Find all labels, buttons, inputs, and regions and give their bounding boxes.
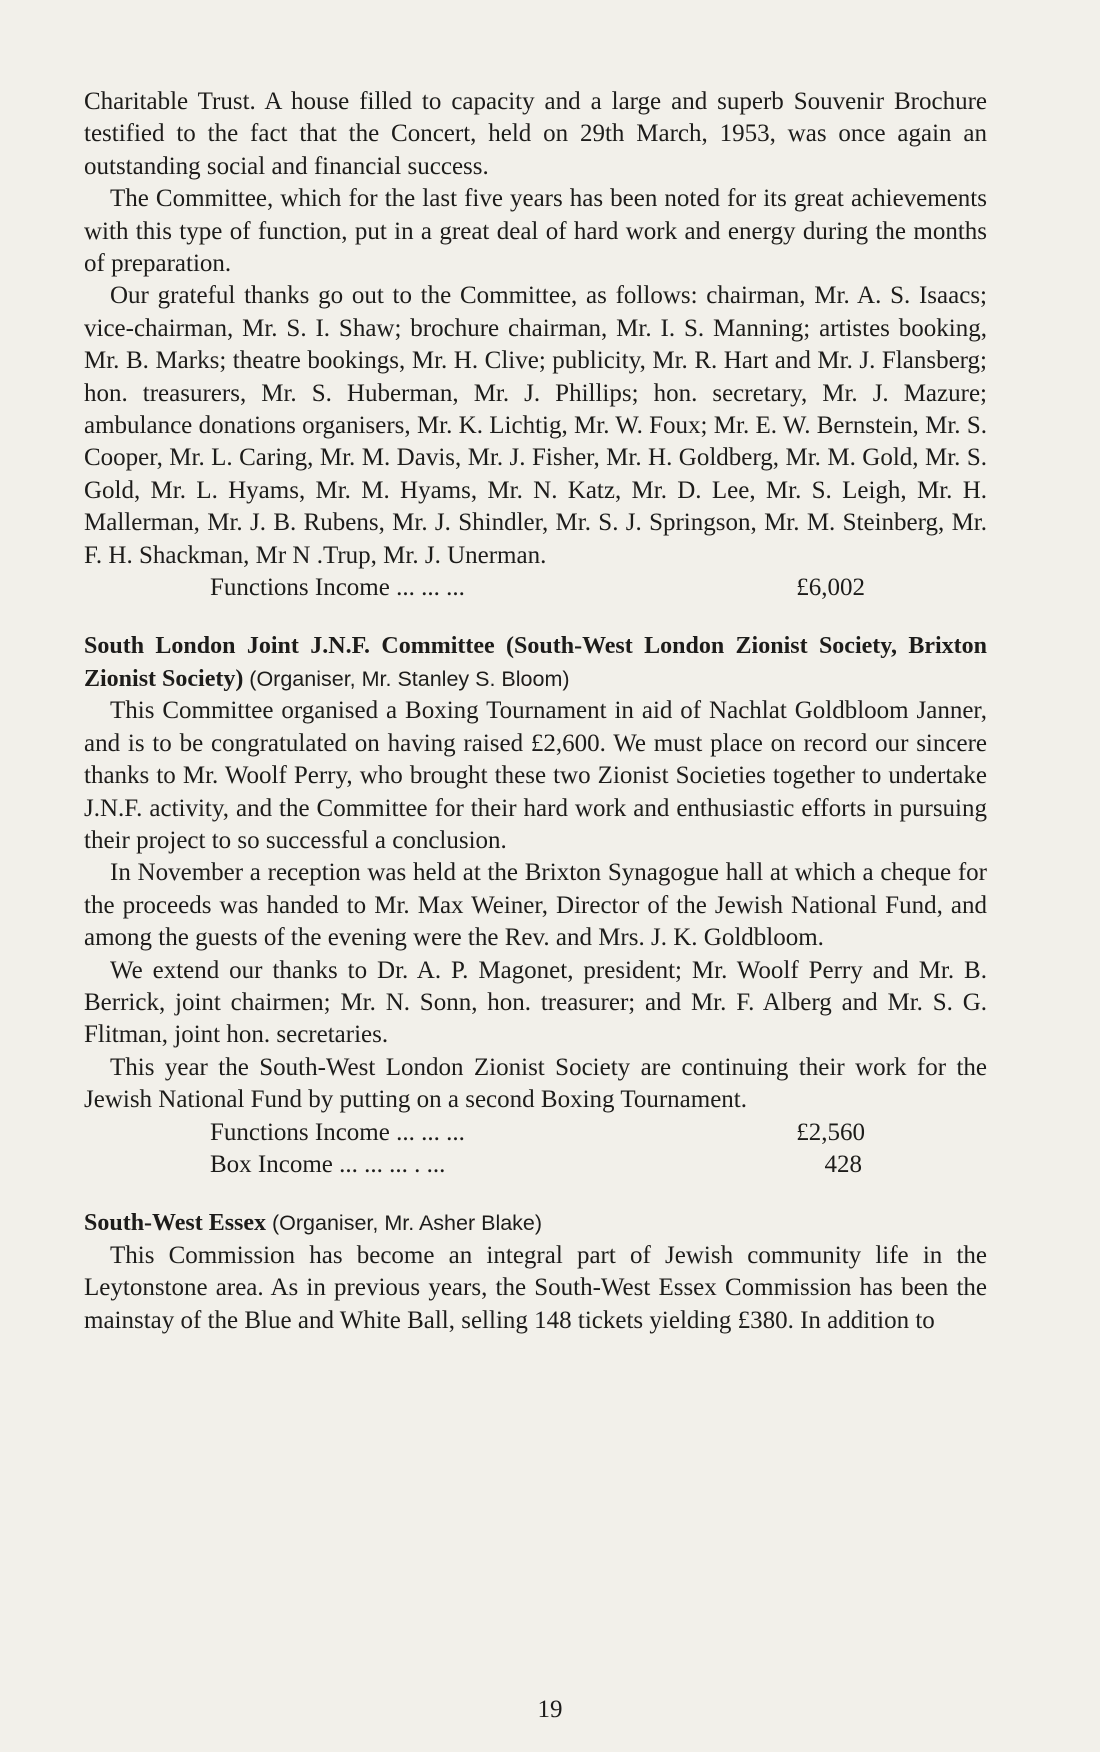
income-label: Functions Income ... ... ... bbox=[210, 1118, 465, 1146]
income-label: Functions Income ... ... ... bbox=[210, 574, 465, 602]
income-amount: 428 bbox=[824, 1150, 862, 1178]
heading-bold: South London Joint J.N.F. Committee (South-West London Zionist Society, Brixton Zionist Society) bbox=[84, 633, 987, 692]
paragraph: Charitable Trust. A house filled to capacity and a large and superb Souvenir Brochure testified to the fact that the Concert, held on 29th March, 1953, was once again an outstanding social and financial success. bbox=[84, 88, 987, 180]
page-number: 19 bbox=[537, 1696, 563, 1723]
committee-list-paragraph: Our grateful thanks go out to the Committee, as follows: chairman, Mr. A. S. Isaacs; vice-chairman, Mr. S. I. Shaw; brochure chairman, Mr. I. S. Manning; artistes booking, Mr. B. Marks; theatre bookings, Mr. H. Clive; publicity, Mr. R. Hart and Mr. J. Flansberg; hon. treasurers, Mr. S. Huberman, Mr. J. Phillips; hon. secretary, Mr. J. Mazure; ambulance donations organisers, Mr. K. Lichtig, Mr. W. Foux; Mr. E. W. Bernstein, Mr. S. Cooper, Mr. L. Caring, Mr. M. Davis, Mr. J. Fisher, Mr. H. Goldberg, Mr. M. Gold, Mr. S. Gold, Mr. L. Hyams, Mr. M. Hyams, Mr. N. Katz, Mr. D. Lee, Mr. S. Leigh, Mr. H. Mallerman, Mr. J. B. Rubens, Mr. J. Shindler, Mr. S. J. Springson, Mr. M. Steinberg, Mr. F. H. Shackman, Mr N .Trup, Mr. J. Unerman. bbox=[84, 282, 987, 569]
income-amount: £2,560 bbox=[796, 1118, 865, 1146]
income-line bbox=[84, 1117, 987, 1149]
section-heading-south-london bbox=[84, 630, 987, 695]
paragraph: The Committee, which for the last five years has been noted for its great achievements with this type of function, put in a great deal of hard work and energy during the months of preparation. bbox=[84, 185, 987, 278]
heading-bold: South-West Essex bbox=[84, 1210, 267, 1237]
paragraph: In November a reception was held at the Brixton Synagogue hall at which a cheque for the proceeds was handed to Mr. Max Weiner, Director of the Jewish National Fund, and among the guests of the evening were the Rev. and Mrs. J. K. Goldbloom. bbox=[84, 859, 987, 952]
income-amount: £6,002 bbox=[796, 574, 865, 602]
paragraph: This Commission has become an integral part of Jewish community life in the Leytonstone area. As in previous years, the South-West Essex Commission has been the mainstay of the Blue and White Ball, selling 148 tickets yielding £380. In addition to bbox=[84, 1241, 987, 1334]
income-label: Box Income ... ... ... . ... bbox=[210, 1150, 446, 1178]
section-heading-sw-essex bbox=[84, 1207, 987, 1239]
heading-organiser: (Organiser, Mr. Asher Blake) bbox=[266, 1211, 543, 1236]
income-line bbox=[84, 572, 987, 604]
heading-organiser: (Organiser, Mr. Stanley S. Bloom) bbox=[243, 666, 570, 691]
paragraph: This Committee organised a Boxing Tournament in aid of Nachlat Goldbloom Janner, and is to be congratulated on having raised £2,600. We must place on record our sincere thanks to Mr. Woolf Perry, who brought these two Zionist Societies together to undertake J.N.F. activity, and the Committee for their hard work and enthusiastic efforts in pursuing their project to so successful a conclusion. bbox=[84, 697, 987, 854]
paragraph: We extend our thanks to Dr. A. P. Magonet, president; Mr. Woolf Perry and Mr. B. Berrick, joint chairmen; Mr. N. Sonn, hon. treasurer; and Mr. F. Alberg and Mr. S. G. Flitman, joint hon. secretaries. bbox=[84, 956, 987, 1049]
paragraph: This year the South-West London Zionist Society are continuing their work for the Jewish National Fund by putting on a second Boxing Tournament. bbox=[84, 1053, 987, 1114]
income-line bbox=[84, 1149, 987, 1181]
text-column bbox=[84, 86, 987, 1337]
